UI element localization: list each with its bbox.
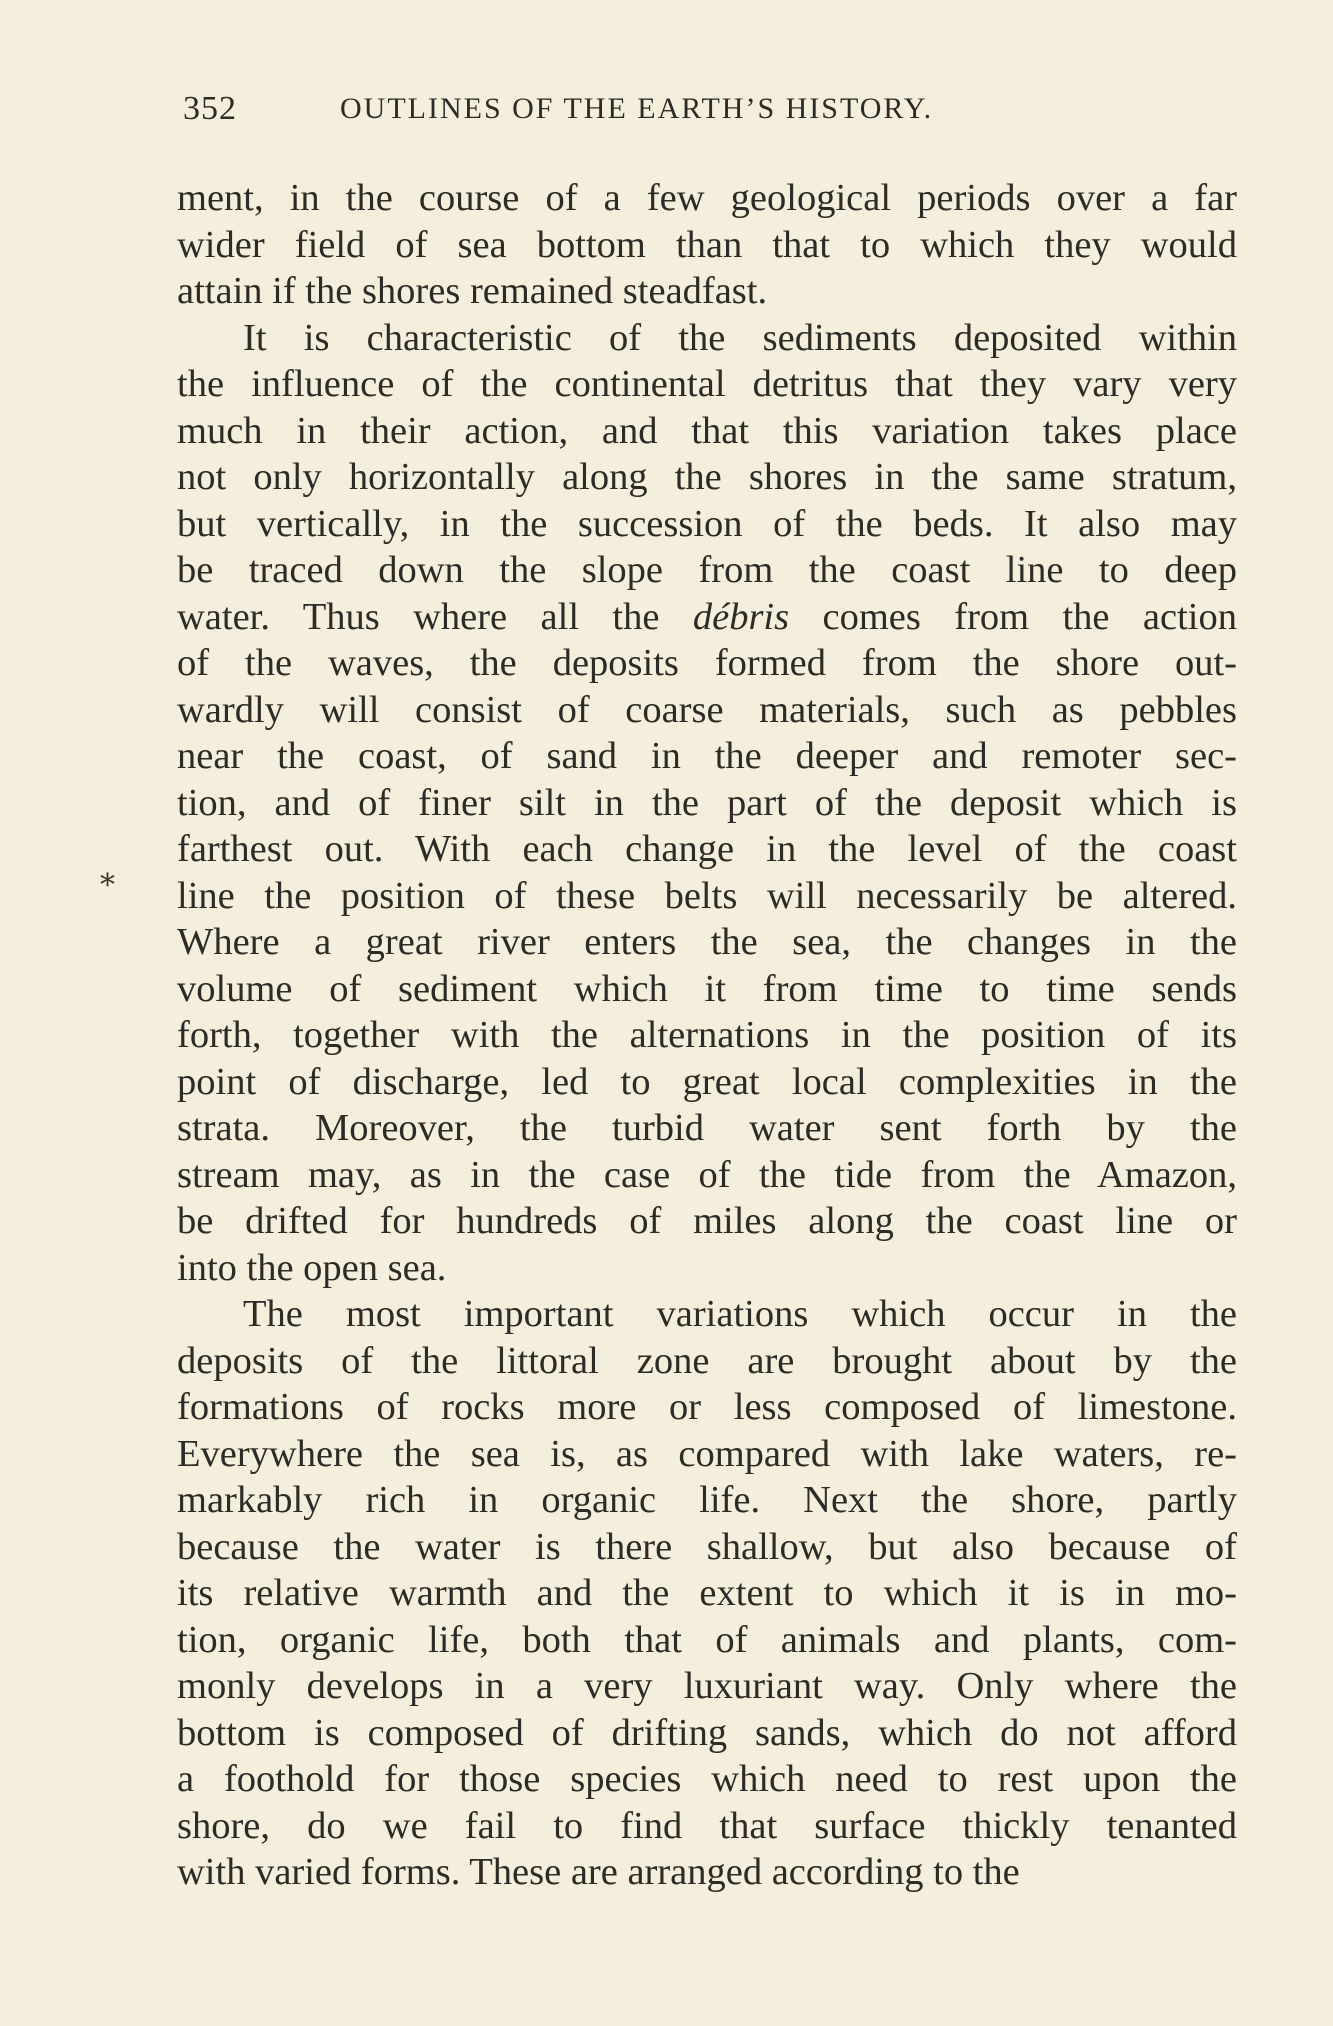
italic-word: débris xyxy=(692,595,790,638)
paragraph xyxy=(177,175,1237,315)
paragraph xyxy=(177,1291,1237,1896)
text-line: be drifted for hundreds of miles along the coast line or xyxy=(177,1200,1237,1242)
text-line: formations of rocks more or less composed of limestone. xyxy=(177,1386,1237,1428)
text-line: monly develops in a very luxuriant way. Only where the xyxy=(177,1665,1237,1707)
text-line: forth, together with the alternations in the position of its xyxy=(177,1014,1237,1056)
text-line: strata. Moreover, the turbid water sent forth by the xyxy=(177,1107,1237,1149)
text-line: into the open sea. xyxy=(177,1246,447,1289)
text-line: attain if the shores remained steadfast. xyxy=(177,270,768,312)
text-line: a foothold for those species which need to rest upon the xyxy=(177,1758,1237,1800)
paragraph xyxy=(177,315,1237,1292)
text-line: volume of sediment which it from time to time sends xyxy=(177,967,1237,1010)
page-number: 352 xyxy=(183,90,237,127)
text-line: shore, do we fail to find that surface thickly tenanted xyxy=(177,1804,1237,1847)
text-line: with varied forms. These are arranged according to the xyxy=(177,1851,1020,1893)
text-line: markably rich in organic life. Next the shore, partly xyxy=(177,1479,1237,1521)
text-line: stream may, as in the case of the tide from the Amazon, xyxy=(177,1153,1237,1196)
text-line: its relative warmth and the extent to which it is in mo- xyxy=(177,1572,1237,1614)
text-line: It is characteristic of the sediments deposited within xyxy=(243,316,1237,359)
text-line: but vertically, in the succession of the beds. It also may xyxy=(177,502,1237,545)
text-line: be traced down the slope from the coast line to deep xyxy=(177,549,1237,591)
text-line: wider field of sea bottom than that to which they would xyxy=(177,223,1237,266)
text-line: the influence of the continental detritus that they vary very xyxy=(177,363,1237,405)
text-line: wardly will consist of coarse materials, such as pebbles xyxy=(177,688,1237,731)
page-header xyxy=(183,90,1243,140)
text-line: not only horizontally along the shores in the same stratum, xyxy=(177,456,1237,498)
text-line: because the water is there shallow, but also because of xyxy=(177,1525,1237,1568)
text-line: water. Thus where all the débris comes from the action xyxy=(177,595,1237,638)
margin-mark: * xyxy=(100,868,115,903)
text-line: tion, and of finer silt in the part of the deposit which is xyxy=(177,781,1237,824)
text-line: Everywhere the sea is, as compared with lake waters, re- xyxy=(177,1432,1237,1475)
text-line: tion, organic life, both that of animals and plants, com- xyxy=(177,1618,1237,1661)
text-line: deposits of the littoral zone are brought about by the xyxy=(177,1339,1237,1382)
body-text xyxy=(177,175,1237,1896)
text-line: of the waves, the deposits formed from the shore out- xyxy=(177,642,1237,684)
text-line: The most important variations which occur in the xyxy=(243,1293,1237,1335)
text-line: bottom is composed of drifting sands, which do not afford xyxy=(177,1711,1237,1754)
text-line: line the position of these belts will necessarily be altered. xyxy=(177,874,1237,917)
text-line: ment, in the course of a few geological periods over a far xyxy=(177,177,1237,219)
text-line: near the coast, of sand in the deeper and remoter sec- xyxy=(177,735,1237,777)
running-head: OUTLINES OF THE EARTH’S HISTORY. xyxy=(340,92,934,125)
text-line: Where a great river enters the sea, the changes in the xyxy=(177,921,1237,963)
text-line: much in their action, and that this variation takes place xyxy=(177,409,1237,452)
text-line: point of discharge, led to great local complexities in the xyxy=(177,1060,1237,1103)
text-line: farthest out. With each change in the level of the coast xyxy=(177,828,1237,870)
